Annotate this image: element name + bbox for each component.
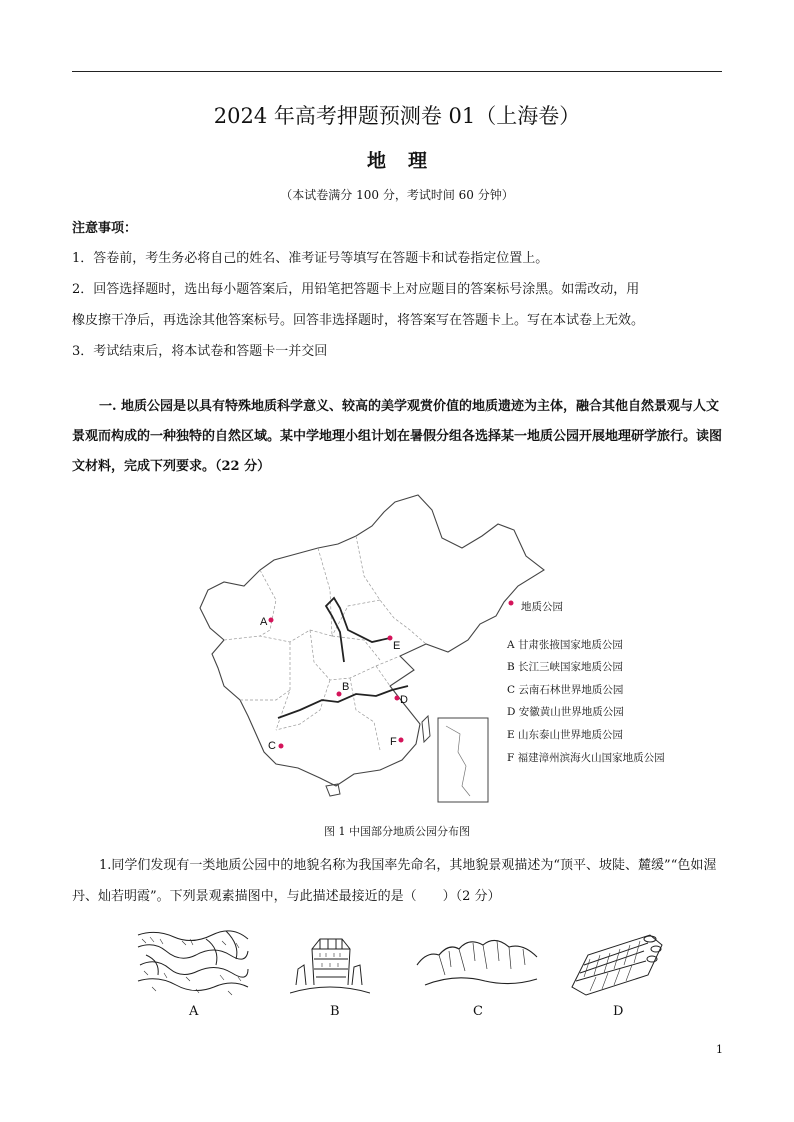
park-label-d: D [400,694,408,706]
park-point-a [269,618,274,623]
notice-item-1: 1．答卷前，考生务必将自己的姓名、准考证号等填写在答题卡和试卷指定位置上。 [72,251,549,266]
choice-c-label: C [473,1004,483,1019]
sketch-d-image [566,925,666,999]
notice-item-2: 2．回答选择题时，选出每小题答案后，用铅笔把答题卡上对应题目的答案标号涂黑。如需改动，用 [72,282,640,297]
legend-item-e: E 山东泰山世界地质公园 [507,728,624,741]
score-time-note: （本试卷满分 100 分，考试时间 60 分钟） [280,188,514,202]
map-legend [507,596,665,769]
sketch-b-image [290,925,370,999]
china-outline [200,495,544,786]
park-point-e [388,636,393,641]
figure-caption: 图 1 中国部分地质公园分布图 [324,825,470,838]
legend-item-d: D 安徽黄山世界地质公园 [507,706,624,719]
choice-b-label: B [330,1004,340,1019]
question-intro: 一. 地质公园是以具有特殊地质科学意义、较高的美学观赏价值的地质遗迹为主体，融合其他自然景观与人文景观而构成的一种独特的自然区域。某中学地理小组计划在暑假分组各选择某一地质公园开展地理研学旅行。读图文材料，完成下列要求。（22 分） [72,399,723,474]
sketch-a-image [136,925,250,999]
page-number: 1 [716,1043,723,1056]
park-point-d [395,696,400,701]
legend-item-b: B 长江三峡国家地质公园 [507,661,624,674]
legend-item-a: A 甘肃张掖国家地质公园 [507,638,623,651]
park-point-f [399,738,404,743]
park-label-c: C [268,740,276,752]
top-rule [72,71,722,72]
park-label-f: F [390,736,397,748]
notes-heading: 注意事项： [72,221,138,236]
park-point-b [337,692,342,697]
notice-item-2-cont: 橡皮擦干净后，再选涂其他答案标号。回答非选择题时，将答案写在答题卡上。写在本试卷上无效。 [72,313,645,328]
park-point-c [279,744,284,749]
park-label-e: E [393,640,401,652]
sketch-c-image [415,925,539,999]
legend-item-c: C 云南石林世界地质公园 [507,683,624,696]
paper-title: 2024 年高考押题预测卷 01（上海卷） [213,104,581,128]
notice-item-3: 3．考试结束后，将本试卷和答题卡一并交回 [72,344,328,359]
choice-d-label: D [613,1004,624,1019]
legend-item-f: F 福建漳州滨海火山国家地质公园 [507,751,665,764]
park-label-a: A [260,616,268,628]
park-label-b: B [342,681,350,693]
question-1: 1.同学们发现有一类地质公园中的地貌名称为我国率先命名，其地貌景观描述为“顶平、坡陡、麓缓”“色如渥丹、灿若明霞”。下列景观素描图中，与此描述最接近的是（ ）（2 分） [72,858,717,904]
legend-title: 地质公园 [521,601,563,613]
choice-a-label: A [189,1004,199,1019]
subject-title: 地理 [366,150,449,172]
